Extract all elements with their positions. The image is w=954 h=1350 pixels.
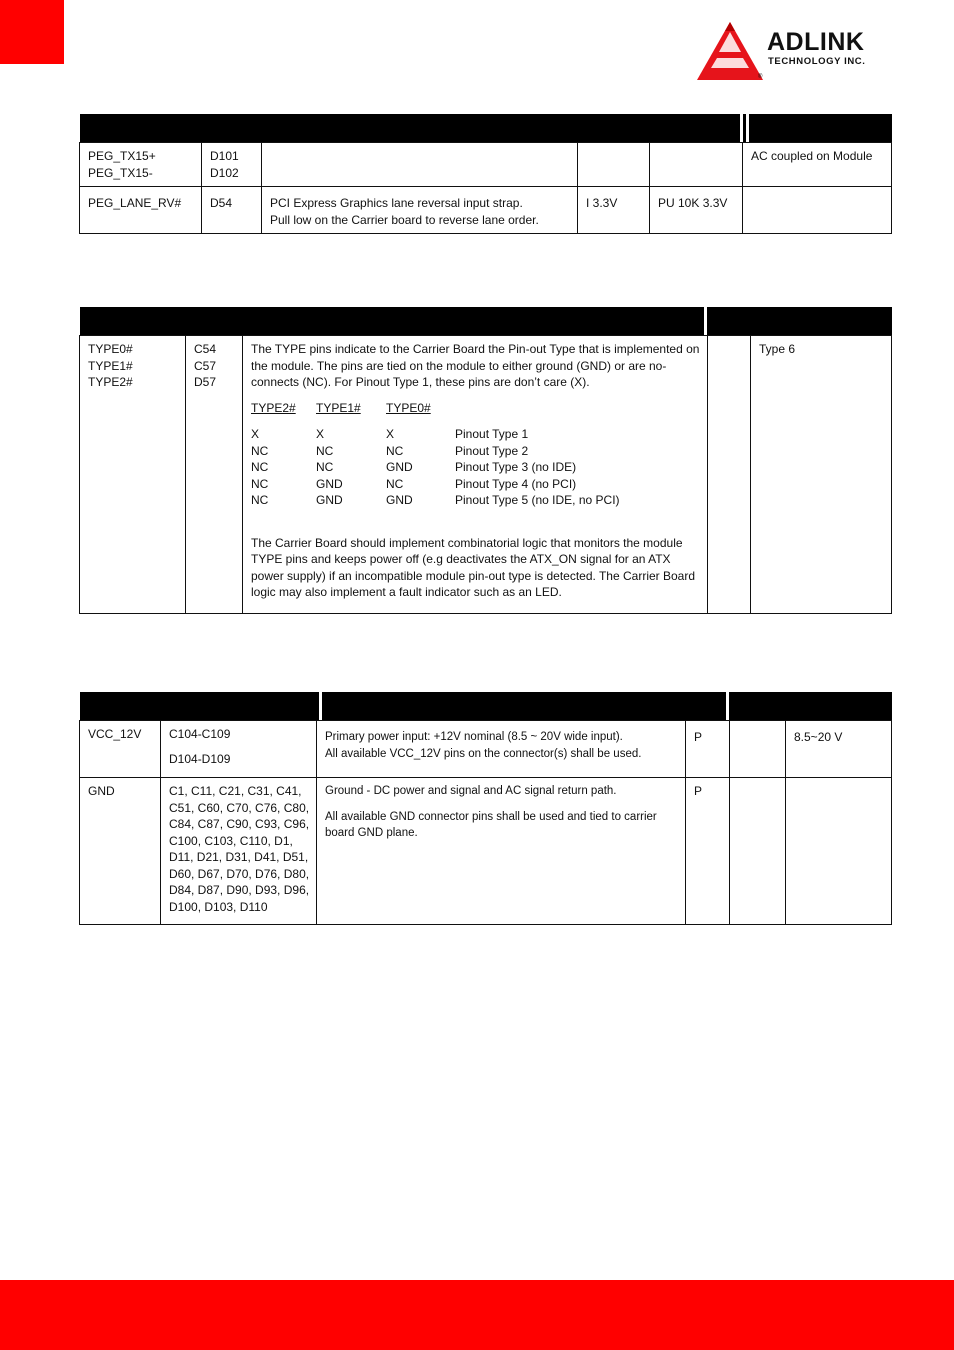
- description-line: the module. The pins are tied on the module to either ground (GND) or are no-: [251, 358, 667, 373]
- pinout-table-header: [251, 400, 699, 417]
- signal-name: TYPE1#: [88, 358, 133, 373]
- pinout-row: NC GND NC Pinout Type 4 (no PCI): [251, 476, 577, 491]
- pin-number: C57: [194, 358, 217, 373]
- io-cell: I 3.3V: [578, 187, 650, 234]
- table-header-bar: [80, 692, 892, 720]
- signal-cell: [80, 336, 186, 614]
- pin-number: D101: [210, 149, 239, 163]
- description-line: logic may also implement a fault indicator such as an LED.: [251, 585, 562, 599]
- signal-name: PEG_TX15+: [88, 149, 156, 163]
- pin-number: C1, C11, C21, C31, C41,: [169, 784, 302, 798]
- header-red-tab: [0, 0, 64, 64]
- pin-number: C104-C109: [169, 727, 231, 741]
- signal-name: PEG_LANE_RV#: [88, 196, 182, 210]
- description-line: All available VCC_12V pins on the connector(s) shall be used.: [325, 747, 642, 760]
- pinout-row: NC NC NC Pinout Type 2: [251, 443, 529, 458]
- pinout-row: X X X Pinout Type 1: [251, 427, 529, 441]
- description-cell: [262, 187, 578, 234]
- pu-cell: [730, 721, 786, 778]
- pin-number: C54: [194, 342, 217, 356]
- comment-cell: AC coupled on Module: [743, 143, 892, 187]
- column-header: TYPE1#: [316, 400, 361, 415]
- pin-number: D11, D21, D31, D41, D51,: [169, 850, 309, 864]
- description-line: The Carrier Board should implement combinatorial logic that monitors the module: [251, 535, 683, 550]
- peg-signal-table: [79, 114, 892, 234]
- pin-number: D102: [210, 165, 239, 180]
- comment-cell: Type 6: [751, 336, 892, 614]
- table-header-bar: [80, 114, 892, 142]
- description-cell: [262, 143, 578, 187]
- table-row: [80, 187, 892, 234]
- signal-name: TYPE0#: [88, 342, 133, 356]
- pu-cell: [650, 143, 743, 187]
- pin-cell: [202, 187, 262, 234]
- logo-subtitle: TECHNOLOGY INC.: [768, 56, 866, 67]
- pu-cell: PU 10K 3.3V: [650, 187, 743, 234]
- description-line: power supply) if an incompatible module pin-out type is detected. The Carrier Board: [251, 568, 696, 583]
- table-row: [80, 336, 892, 614]
- description-line: Ground - DC power and signal and AC signal return path.: [325, 785, 617, 797]
- io-cell: P: [686, 721, 730, 778]
- signal-cell: [80, 187, 202, 234]
- description-line: PCI Express Graphics lane reversal input strap.: [270, 196, 523, 210]
- pin-number: D57: [194, 375, 217, 389]
- pin-cell: [161, 721, 317, 778]
- signal-cell: VCC_12V: [80, 721, 161, 778]
- description-line: board GND plane.: [325, 827, 418, 839]
- pu-cell: [730, 778, 786, 925]
- pin-number: D84, D87, D90, D93, D96,: [169, 883, 310, 897]
- description-line: Primary power input: +12V nominal (8.5 ~ 20V wide input).: [325, 731, 623, 743]
- table-row: [80, 778, 892, 925]
- footer-red-bar: [0, 1280, 954, 1350]
- logo-brand: ADLINK: [767, 28, 865, 56]
- description-line: The TYPE pins indicate to the Carrier Board the Pin-out Type that is implemented on: [251, 342, 700, 356]
- signal-cell: [80, 143, 202, 187]
- adlink-triangle-icon: [697, 22, 763, 84]
- signal-cell: GND: [80, 778, 161, 925]
- type-signal-table: [79, 307, 892, 614]
- adlink-logo: [697, 22, 907, 84]
- description-line: TYPE pins and keeps power off (e.g deactivates the ATX_ON signal for an ATX: [251, 552, 671, 566]
- pin-cell: [202, 143, 262, 187]
- pinout-row: NC NC GND Pinout Type 3 (no IDE): [251, 460, 577, 474]
- column-header: TYPE0#: [386, 400, 431, 415]
- io-cell: [578, 143, 650, 187]
- power-signal-table: [79, 692, 892, 925]
- io-cell: P: [686, 778, 730, 925]
- pin-number: D104-D109: [169, 751, 231, 766]
- pin-number: C84, C87, C90, C93, C96,: [169, 817, 310, 831]
- pin-number: D100, D103, D110: [169, 899, 268, 914]
- pin-cell: [186, 336, 243, 614]
- description-line: All available GND connector pins shall be used and tied to carrier: [325, 810, 657, 823]
- table-header-bar: [80, 307, 892, 335]
- pin-cell: [161, 778, 317, 925]
- description-cell: [243, 336, 708, 614]
- pinout-row: NC GND GND Pinout Type 5 (no IDE, no PCI): [251, 493, 620, 507]
- comment-cell: [786, 778, 892, 925]
- pin-number: C100, C103, C110, D1,: [169, 833, 293, 848]
- description-line: connects (NC). For Pinout Type 1, these pins are don’t care (X).: [251, 375, 590, 389]
- logo-registered: ®: [758, 74, 763, 80]
- pin-number: D54: [210, 196, 233, 210]
- io-cell: [708, 336, 751, 614]
- comment-cell: [743, 187, 892, 234]
- table-row: [80, 721, 892, 778]
- pin-number: D60, D67, D70, D76, D80,: [169, 866, 310, 881]
- pin-number: C51, C60, C70, C76, C80,: [169, 800, 310, 815]
- signal-name: PEG_TX15-: [88, 165, 153, 180]
- description-line: Pull low on the Carrier board to reverse lane order.: [270, 212, 539, 227]
- comment-cell: 8.5~20 V: [786, 721, 892, 778]
- signal-name: TYPE2#: [88, 375, 133, 389]
- table-row: [80, 143, 892, 187]
- column-header: TYPE2#: [251, 400, 296, 415]
- description-cell: [317, 778, 686, 925]
- description-cell: [317, 721, 686, 778]
